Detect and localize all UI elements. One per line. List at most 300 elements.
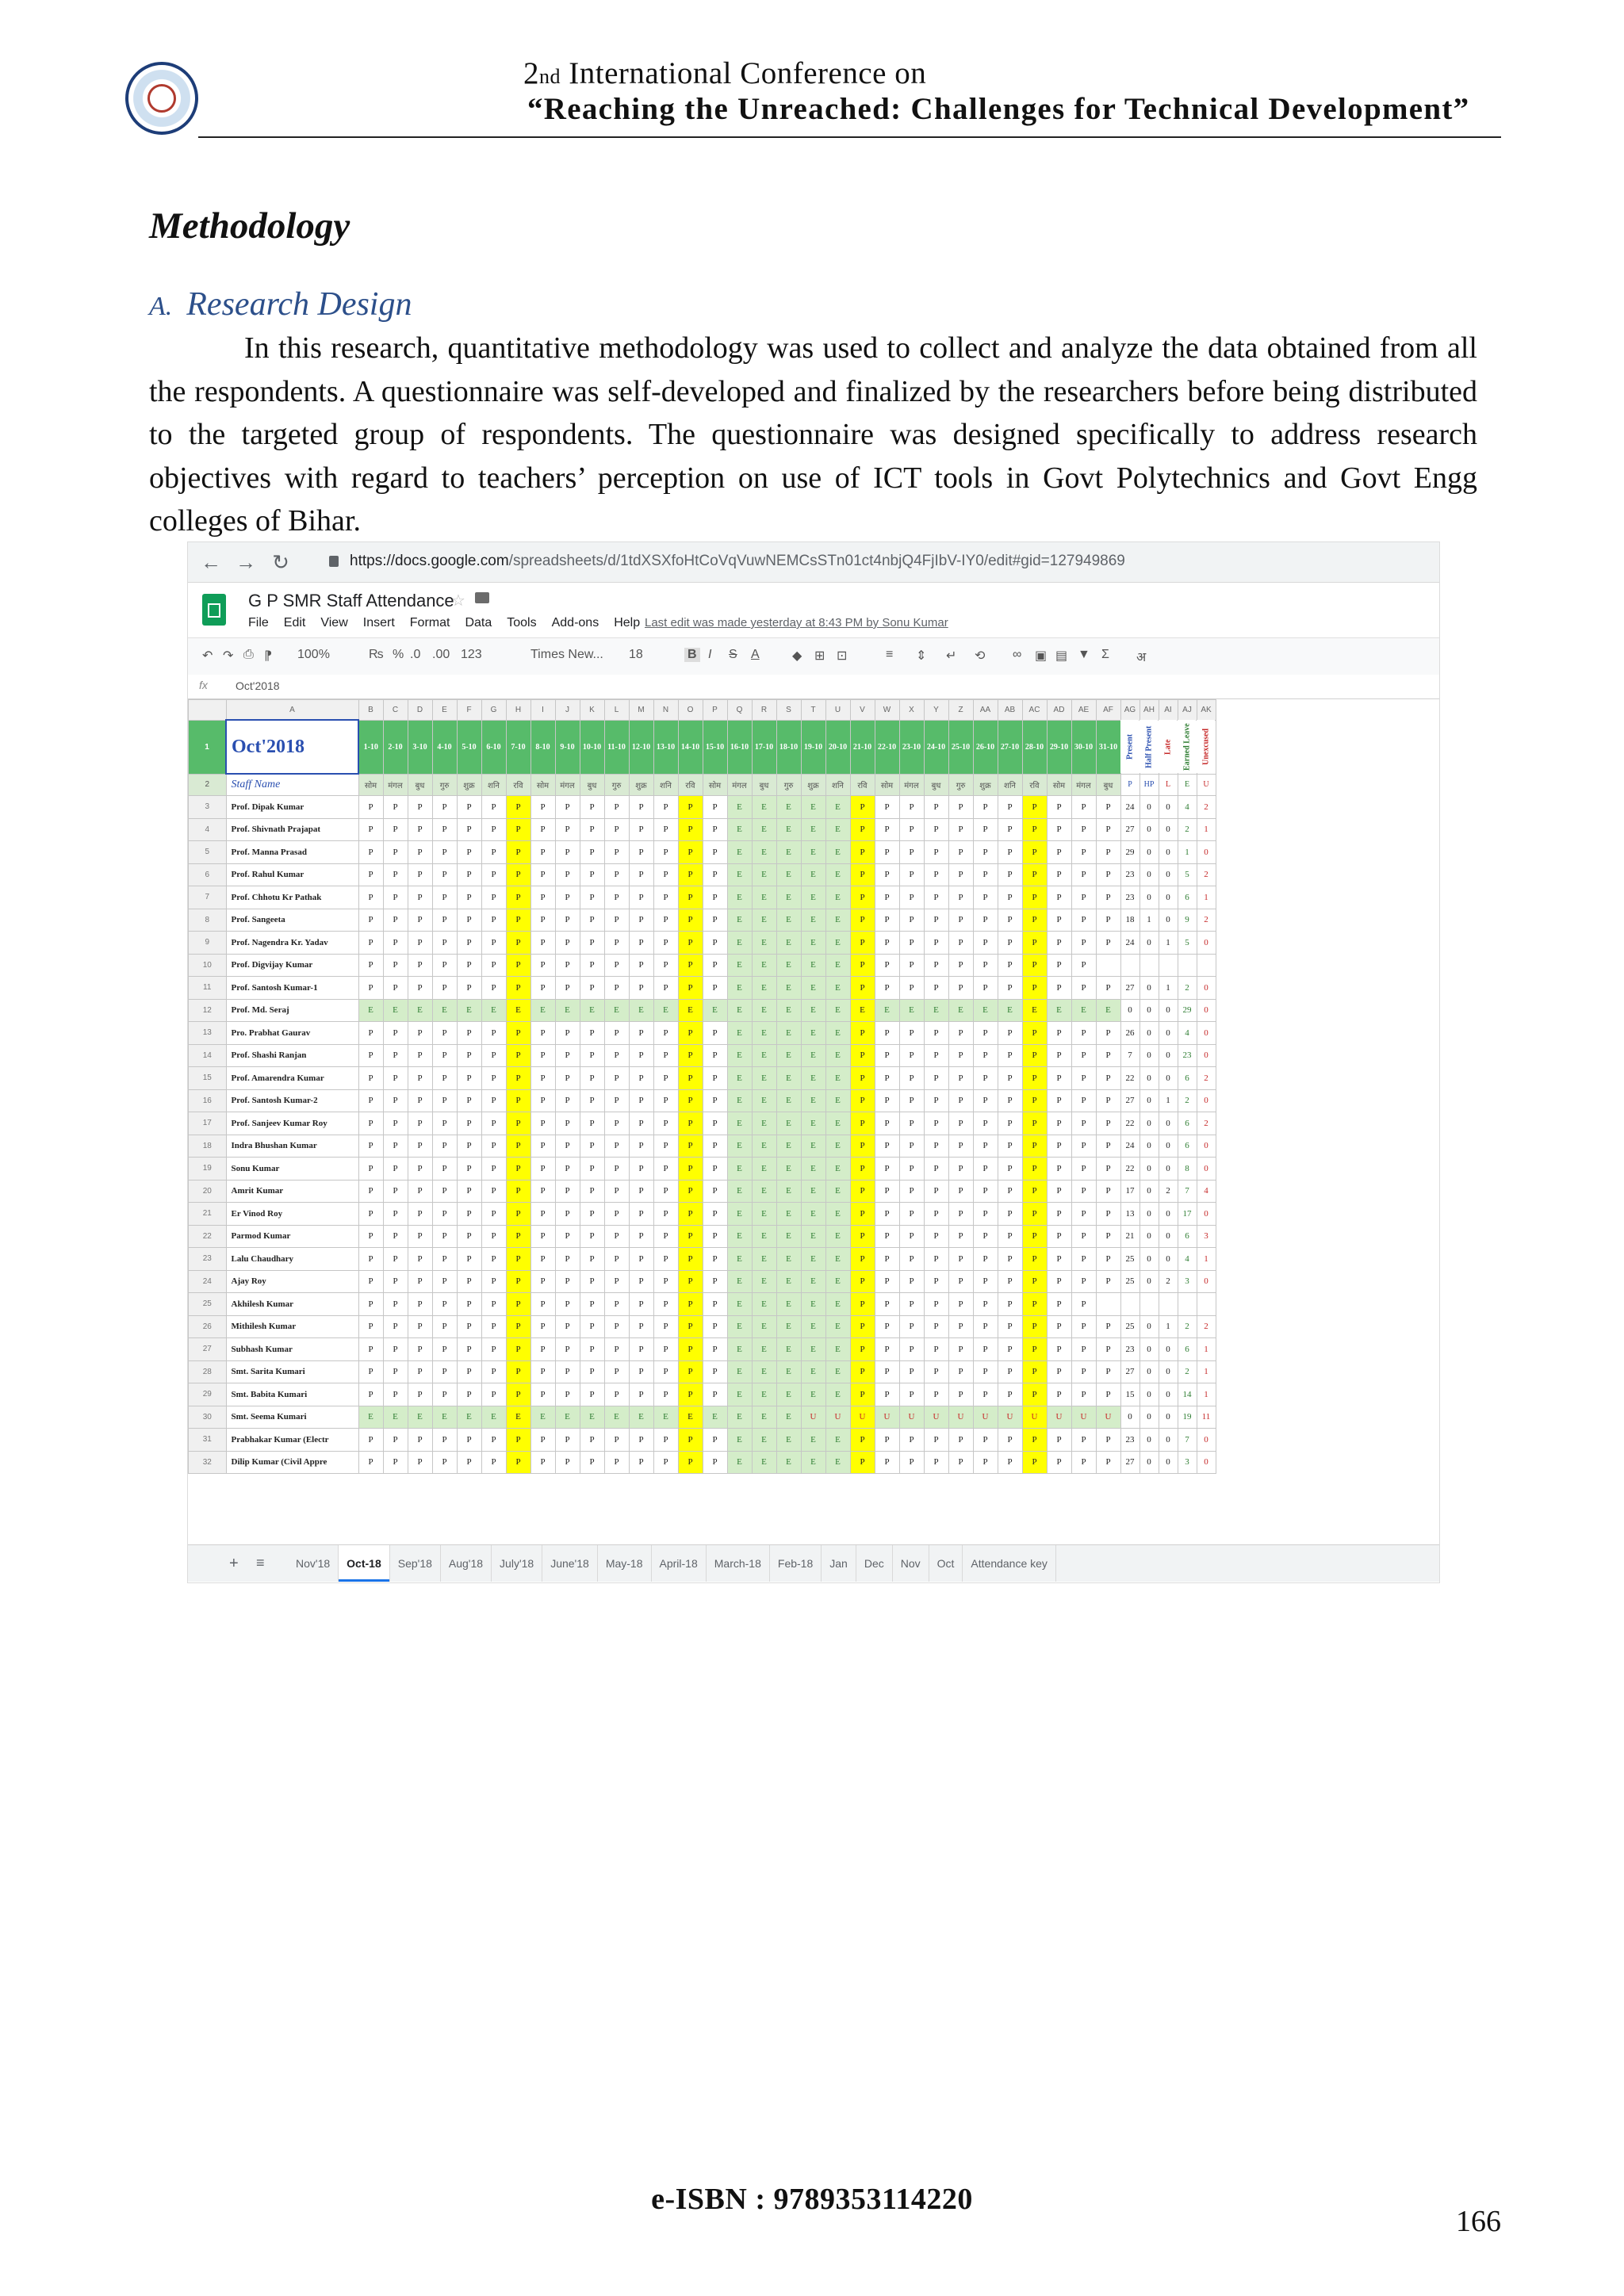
attendance-cell[interactable]: P <box>604 1338 629 1361</box>
summary-value[interactable]: 1 <box>1197 1383 1216 1406</box>
attendance-cell[interactable]: P <box>1047 1112 1071 1135</box>
summary-code[interactable]: L <box>1159 774 1178 796</box>
attendance-cell[interactable]: E <box>530 999 555 1022</box>
attendance-cell[interactable]: P <box>408 1022 432 1045</box>
attendance-cell[interactable]: P <box>899 841 924 864</box>
attendance-cell[interactable]: P <box>432 796 457 819</box>
attendance-cell[interactable]: U <box>899 1406 924 1429</box>
summary-value[interactable]: 2 <box>1159 1270 1178 1293</box>
attendance-cell[interactable]: E <box>825 1315 850 1338</box>
summary-value[interactable]: 3 <box>1178 1270 1197 1293</box>
font-select[interactable]: Times New... <box>530 648 603 661</box>
attendance-cell[interactable]: P <box>703 1270 727 1293</box>
attendance-cell[interactable]: P <box>875 954 899 977</box>
attendance-cell[interactable]: P <box>998 1270 1022 1293</box>
date-cell[interactable]: 29-10 <box>1047 720 1071 774</box>
staff-name[interactable]: Akhilesh Kumar <box>226 1293 358 1316</box>
summary-label[interactable]: Half Present <box>1139 720 1159 774</box>
currency-icon[interactable]: ₨ <box>369 648 384 661</box>
attendance-cell[interactable]: P <box>580 1089 604 1112</box>
attendance-cell[interactable]: P <box>899 1135 924 1158</box>
attendance-cell[interactable]: P <box>1096 1180 1120 1203</box>
redo-icon[interactable]: ↷ <box>223 649 234 663</box>
attendance-cell[interactable]: P <box>604 1383 629 1406</box>
attendance-cell[interactable]: P <box>457 954 481 977</box>
formula-input[interactable]: Oct'2018 <box>236 679 280 692</box>
attendance-cell[interactable]: E <box>727 1112 752 1135</box>
summary-value[interactable]: 2 <box>1197 909 1216 932</box>
attendance-cell[interactable]: P <box>481 1112 506 1135</box>
attendance-cell[interactable]: E <box>776 841 801 864</box>
attendance-cell[interactable]: E <box>358 999 383 1022</box>
attendance-cell[interactable]: P <box>1022 1225 1047 1248</box>
attendance-cell[interactable]: U <box>1071 1406 1096 1429</box>
attendance-cell[interactable]: U <box>948 1406 973 1429</box>
summary-value[interactable]: 23 <box>1120 886 1139 909</box>
attendance-cell[interactable]: P <box>506 1248 530 1271</box>
attendance-cell[interactable]: P <box>383 1135 408 1158</box>
attendance-cell[interactable]: P <box>924 1225 948 1248</box>
summary-value[interactable]: 0 <box>1139 932 1159 955</box>
attendance-cell[interactable]: P <box>850 1044 875 1067</box>
row-number[interactable]: 3 <box>189 796 227 819</box>
attendance-cell[interactable]: E <box>752 1360 776 1383</box>
summary-value[interactable]: 2 <box>1197 1112 1216 1135</box>
attendance-cell[interactable]: P <box>948 954 973 977</box>
attendance-cell[interactable]: E <box>825 1112 850 1135</box>
number-format-icon[interactable]: 123 <box>461 648 482 661</box>
summary-value[interactable]: 6 <box>1178 1135 1197 1158</box>
summary-value[interactable] <box>1197 954 1216 977</box>
paint-format-icon[interactable]: ⁋ <box>264 649 273 663</box>
weekday-cell[interactable]: रवि <box>1022 774 1047 796</box>
attendance-cell[interactable]: P <box>457 1451 481 1474</box>
attendance-cell[interactable]: P <box>1096 1022 1120 1045</box>
attendance-cell[interactable]: P <box>1022 796 1047 819</box>
attendance-cell[interactable]: P <box>973 1270 998 1293</box>
attendance-cell[interactable]: P <box>678 1383 703 1406</box>
attendance-cell[interactable]: P <box>481 1044 506 1067</box>
attendance-cell[interactable]: P <box>481 1203 506 1226</box>
row-number[interactable]: 7 <box>189 886 227 909</box>
column-letter[interactable]: H <box>506 700 530 721</box>
attendance-cell[interactable]: P <box>948 863 973 886</box>
attendance-cell[interactable]: P <box>924 977 948 1000</box>
weekday-cell[interactable]: बुध <box>408 774 432 796</box>
attendance-cell[interactable]: P <box>653 1293 678 1316</box>
summary-value[interactable]: 5 <box>1178 863 1197 886</box>
attendance-cell[interactable]: P <box>678 1180 703 1203</box>
attendance-cell[interactable]: P <box>703 796 727 819</box>
decimal-decrease-icon[interactable]: .0 <box>410 648 421 661</box>
attendance-cell[interactable]: P <box>924 796 948 819</box>
attendance-cell[interactable]: P <box>506 1429 530 1452</box>
attendance-cell[interactable]: E <box>408 1406 432 1429</box>
attendance-cell[interactable]: P <box>481 1248 506 1271</box>
sheet-tab[interactable]: June'18 <box>542 1545 598 1582</box>
attendance-cell[interactable]: P <box>383 1089 408 1112</box>
attendance-cell[interactable]: P <box>899 1451 924 1474</box>
attendance-cell[interactable]: P <box>1022 909 1047 932</box>
attendance-cell[interactable]: P <box>1096 863 1120 886</box>
column-letter[interactable]: T <box>801 700 825 721</box>
attendance-cell[interactable]: P <box>580 1315 604 1338</box>
attendance-cell[interactable]: E <box>727 1180 752 1203</box>
attendance-cell[interactable]: P <box>555 1293 580 1316</box>
attendance-cell[interactable]: P <box>506 1022 530 1045</box>
attendance-cell[interactable]: P <box>1071 1158 1096 1181</box>
attendance-cell[interactable]: P <box>604 1225 629 1248</box>
corner-cell[interactable] <box>189 700 227 721</box>
attendance-cell[interactable]: P <box>408 796 432 819</box>
column-letter[interactable]: AG <box>1120 700 1139 721</box>
attendance-cell[interactable]: P <box>899 1360 924 1383</box>
attendance-cell[interactable]: P <box>1022 1248 1047 1271</box>
url-text[interactable]: https://docs.google.com/spreadsheets/d/1tdXSXfoHtCoVqVuwNEMCsSTn01ct4nbjQ4FjIbV-IY0/edit#gid=127949869 <box>350 553 1125 569</box>
attendance-cell[interactable]: P <box>1047 932 1071 955</box>
row-number[interactable]: 2 <box>189 774 227 796</box>
attendance-cell[interactable]: P <box>653 1338 678 1361</box>
column-letter[interactable]: AD <box>1047 700 1071 721</box>
summary-code[interactable]: P <box>1120 774 1139 796</box>
attendance-cell[interactable]: E <box>776 818 801 841</box>
attendance-cell[interactable]: U <box>801 1406 825 1429</box>
column-letter[interactable]: AE <box>1071 700 1096 721</box>
attendance-cell[interactable]: P <box>899 977 924 1000</box>
attendance-cell[interactable]: P <box>432 863 457 886</box>
rotate-icon[interactable]: ⟲ <box>975 649 986 663</box>
summary-value[interactable]: 26 <box>1120 1022 1139 1045</box>
sheet-tab[interactable]: Jan <box>822 1545 856 1582</box>
attendance-cell[interactable]: P <box>1047 1429 1071 1452</box>
row-number[interactable]: 24 <box>189 1270 227 1293</box>
attendance-cell[interactable]: E <box>432 1406 457 1429</box>
attendance-cell[interactable]: P <box>358 818 383 841</box>
attendance-cell[interactable]: P <box>604 863 629 886</box>
summary-value[interactable]: 0 <box>1159 1406 1178 1429</box>
attendance-cell[interactable]: P <box>1071 1135 1096 1158</box>
attendance-cell[interactable]: P <box>899 796 924 819</box>
attendance-cell[interactable]: P <box>604 841 629 864</box>
summary-value[interactable]: 0 <box>1139 1067 1159 1090</box>
attendance-cell[interactable]: P <box>948 1270 973 1293</box>
attendance-cell[interactable]: P <box>1022 1112 1047 1135</box>
attendance-cell[interactable]: P <box>408 841 432 864</box>
summary-value[interactable]: 0 <box>1139 1383 1159 1406</box>
attendance-cell[interactable]: P <box>580 932 604 955</box>
attendance-cell[interactable]: E <box>530 1406 555 1429</box>
menu-item[interactable]: Data <box>465 616 492 629</box>
attendance-cell[interactable]: P <box>383 818 408 841</box>
row-number[interactable]: 26 <box>189 1315 227 1338</box>
attendance-cell[interactable]: P <box>875 1360 899 1383</box>
summary-value[interactable]: 1 <box>1159 977 1178 1000</box>
attendance-cell[interactable]: P <box>604 1429 629 1452</box>
attendance-cell[interactable]: E <box>825 1383 850 1406</box>
row-number[interactable]: 27 <box>189 1338 227 1361</box>
attendance-cell[interactable]: P <box>580 1203 604 1226</box>
summary-value[interactable]: 0 <box>1159 1044 1178 1067</box>
staff-name[interactable]: Ajay Roy <box>226 1270 358 1293</box>
attendance-cell[interactable]: P <box>481 932 506 955</box>
attendance-cell[interactable]: P <box>408 1248 432 1271</box>
weekday-cell[interactable]: रवि <box>678 774 703 796</box>
attendance-cell[interactable]: P <box>1071 977 1096 1000</box>
attendance-cell[interactable]: E <box>801 863 825 886</box>
attendance-cell[interactable]: E <box>801 1067 825 1090</box>
staff-name[interactable]: Prabhakar Kumar (Electr <box>226 1429 358 1452</box>
attendance-cell[interactable]: P <box>703 1315 727 1338</box>
attendance-cell[interactable]: E <box>752 954 776 977</box>
attendance-cell[interactable]: P <box>998 954 1022 977</box>
attendance-cell[interactable]: P <box>408 818 432 841</box>
attendance-cell[interactable]: P <box>875 1112 899 1135</box>
attendance-cell[interactable]: P <box>358 1451 383 1474</box>
attendance-cell[interactable]: E <box>776 863 801 886</box>
attendance-cell[interactable]: P <box>555 1451 580 1474</box>
attendance-cell[interactable]: P <box>506 818 530 841</box>
weekday-cell[interactable]: गुरु <box>604 774 629 796</box>
attendance-cell[interactable]: E <box>776 1429 801 1452</box>
attendance-cell[interactable]: P <box>653 841 678 864</box>
attendance-cell[interactable]: P <box>530 1293 555 1316</box>
attendance-cell[interactable]: E <box>727 1451 752 1474</box>
weekday-cell[interactable]: मंगल <box>727 774 752 796</box>
summary-value[interactable]: 0 <box>1139 1338 1159 1361</box>
staff-name[interactable]: Smt. Babita Kumari <box>226 1383 358 1406</box>
attendance-cell[interactable]: P <box>973 796 998 819</box>
summary-value[interactable]: 0 <box>1159 1429 1178 1452</box>
attendance-cell[interactable]: P <box>604 1112 629 1135</box>
attendance-cell[interactable]: E <box>1096 999 1120 1022</box>
attendance-cell[interactable]: P <box>850 1451 875 1474</box>
attendance-cell[interactable]: E <box>727 1360 752 1383</box>
summary-value[interactable]: 0 <box>1159 1135 1178 1158</box>
attendance-cell[interactable]: E <box>752 841 776 864</box>
row-number[interactable]: 14 <box>189 1044 227 1067</box>
attendance-cell[interactable]: P <box>850 1067 875 1090</box>
attendance-cell[interactable]: P <box>998 1022 1022 1045</box>
attendance-cell[interactable]: P <box>998 1135 1022 1158</box>
attendance-cell[interactable]: E <box>752 909 776 932</box>
sheet-tab[interactable]: Nov <box>893 1545 929 1582</box>
attendance-cell[interactable]: P <box>973 1044 998 1067</box>
attendance-cell[interactable]: P <box>998 909 1022 932</box>
attendance-cell[interactable]: P <box>555 1225 580 1248</box>
summary-value[interactable]: 0 <box>1139 796 1159 819</box>
decimal-increase-icon[interactable]: .00 <box>432 648 450 661</box>
attendance-cell[interactable]: P <box>1071 1067 1096 1090</box>
row-number[interactable]: 15 <box>189 1067 227 1090</box>
attendance-cell[interactable]: P <box>703 932 727 955</box>
attendance-cell[interactable]: P <box>703 863 727 886</box>
attendance-cell[interactable]: E <box>752 1429 776 1452</box>
attendance-cell[interactable]: E <box>727 932 752 955</box>
attendance-cell[interactable]: E <box>801 1044 825 1067</box>
attendance-cell[interactable]: P <box>580 886 604 909</box>
row-number[interactable]: 17 <box>189 1112 227 1135</box>
attendance-cell[interactable]: E <box>752 1315 776 1338</box>
attendance-cell[interactable]: P <box>998 1315 1022 1338</box>
attendance-cell[interactable]: P <box>580 1044 604 1067</box>
attendance-cell[interactable]: P <box>948 1225 973 1248</box>
column-letter[interactable]: D <box>408 700 432 721</box>
summary-value[interactable]: 6 <box>1178 1225 1197 1248</box>
attendance-cell[interactable]: E <box>825 1338 850 1361</box>
summary-value[interactable]: 0 <box>1197 1429 1216 1452</box>
attendance-cell[interactable]: P <box>1022 1158 1047 1181</box>
attendance-cell[interactable]: P <box>948 1044 973 1067</box>
summary-value[interactable]: 23 <box>1120 1338 1139 1361</box>
attendance-cell[interactable]: P <box>1071 1315 1096 1338</box>
attendance-cell[interactable]: P <box>899 1315 924 1338</box>
attendance-cell[interactable]: P <box>1047 1248 1071 1271</box>
staff-name[interactable]: Parmod Kumar <box>226 1225 358 1248</box>
attendance-cell[interactable]: P <box>998 1112 1022 1135</box>
attendance-cell[interactable]: P <box>924 1022 948 1045</box>
attendance-cell[interactable]: E <box>825 841 850 864</box>
summary-value[interactable]: 8 <box>1178 1158 1197 1181</box>
column-letter[interactable]: B <box>358 700 383 721</box>
attendance-cell[interactable]: P <box>580 954 604 977</box>
staff-name[interactable]: Prof. Rahul Kumar <box>226 863 358 886</box>
summary-value[interactable]: 27 <box>1120 1360 1139 1383</box>
weekday-cell[interactable]: गुरु <box>432 774 457 796</box>
attendance-cell[interactable]: P <box>383 886 408 909</box>
weekday-cell[interactable]: बुध <box>752 774 776 796</box>
attendance-cell[interactable]: P <box>1096 1203 1120 1226</box>
attendance-cell[interactable]: E <box>727 841 752 864</box>
attendance-cell[interactable]: P <box>530 1315 555 1338</box>
summary-value[interactable] <box>1197 1293 1216 1316</box>
attendance-cell[interactable]: P <box>948 1203 973 1226</box>
attendance-cell[interactable]: P <box>432 1248 457 1271</box>
attendance-cell[interactable]: P <box>875 796 899 819</box>
attendance-cell[interactable]: E <box>752 796 776 819</box>
attendance-cell[interactable]: P <box>1096 1225 1120 1248</box>
attendance-cell[interactable]: P <box>457 841 481 864</box>
attendance-cell[interactable]: P <box>948 909 973 932</box>
summary-value[interactable]: 2 <box>1197 863 1216 886</box>
attendance-cell[interactable]: E <box>776 999 801 1022</box>
attendance-cell[interactable]: P <box>850 818 875 841</box>
attendance-cell[interactable]: P <box>1022 1135 1047 1158</box>
attendance-cell[interactable]: P <box>432 886 457 909</box>
menu-item[interactable]: File <box>248 616 269 629</box>
attendance-cell[interactable]: P <box>408 1315 432 1338</box>
attendance-cell[interactable]: P <box>604 886 629 909</box>
attendance-cell[interactable]: P <box>1071 1293 1096 1316</box>
attendance-cell[interactable]: P <box>1047 1158 1071 1181</box>
attendance-cell[interactable]: P <box>653 1225 678 1248</box>
attendance-cell[interactable]: E <box>727 1270 752 1293</box>
zoom-select[interactable]: 100% <box>297 648 330 661</box>
staff-name[interactable]: Pro. Prabhat Gaurav <box>226 1022 358 1045</box>
attendance-cell[interactable]: P <box>629 841 653 864</box>
attendance-cell[interactable]: P <box>973 1360 998 1383</box>
row-number[interactable]: 5 <box>189 841 227 864</box>
attendance-cell[interactable]: P <box>432 1315 457 1338</box>
attendance-cell[interactable]: P <box>850 954 875 977</box>
summary-value[interactable]: 0 <box>1139 999 1159 1022</box>
attendance-cell[interactable]: P <box>1047 1315 1071 1338</box>
attendance-cell[interactable]: P <box>924 1044 948 1067</box>
attendance-cell[interactable]: P <box>604 977 629 1000</box>
attendance-cell[interactable]: P <box>506 886 530 909</box>
attendance-cell[interactable]: P <box>850 796 875 819</box>
attendance-cell[interactable]: P <box>432 1158 457 1181</box>
attendance-cell[interactable]: P <box>408 1089 432 1112</box>
row-number[interactable]: 10 <box>189 954 227 977</box>
attendance-cell[interactable]: E <box>752 1180 776 1203</box>
attendance-cell[interactable]: P <box>481 796 506 819</box>
attendance-cell[interactable]: P <box>850 1315 875 1338</box>
attendance-cell[interactable]: E <box>776 1338 801 1361</box>
attendance-cell[interactable]: P <box>998 977 1022 1000</box>
attendance-cell[interactable]: P <box>1022 954 1047 977</box>
attendance-cell[interactable]: P <box>481 863 506 886</box>
attendance-cell[interactable]: E <box>604 1406 629 1429</box>
attendance-cell[interactable]: P <box>555 932 580 955</box>
attendance-cell[interactable]: P <box>629 1293 653 1316</box>
attendance-cell[interactable]: E <box>776 1158 801 1181</box>
date-cell[interactable]: 15-10 <box>703 720 727 774</box>
attendance-cell[interactable]: P <box>1096 1383 1120 1406</box>
attendance-cell[interactable]: P <box>408 932 432 955</box>
attendance-cell[interactable]: P <box>924 1429 948 1452</box>
attendance-cell[interactable]: P <box>1047 841 1071 864</box>
attendance-cell[interactable]: E <box>801 1203 825 1226</box>
attendance-cell[interactable]: P <box>899 909 924 932</box>
attendance-cell[interactable]: P <box>924 1248 948 1271</box>
attendance-cell[interactable]: P <box>383 1225 408 1248</box>
attendance-cell[interactable]: P <box>383 977 408 1000</box>
attendance-cell[interactable]: P <box>629 977 653 1000</box>
attendance-cell[interactable]: P <box>481 1135 506 1158</box>
attendance-cell[interactable]: P <box>457 1383 481 1406</box>
attendance-cell[interactable]: P <box>850 909 875 932</box>
attendance-cell[interactable]: P <box>457 977 481 1000</box>
attendance-cell[interactable]: P <box>1047 863 1071 886</box>
attendance-cell[interactable]: P <box>506 954 530 977</box>
sheet-tab[interactable]: July'18 <box>492 1545 542 1582</box>
attendance-cell[interactable]: E <box>875 999 899 1022</box>
attendance-cell[interactable]: P <box>432 1112 457 1135</box>
attendance-cell[interactable]: U <box>973 1406 998 1429</box>
row-number[interactable]: 12 <box>189 999 227 1022</box>
attendance-cell[interactable]: P <box>998 886 1022 909</box>
attendance-cell[interactable]: P <box>555 796 580 819</box>
attendance-cell[interactable]: P <box>924 1451 948 1474</box>
summary-value[interactable]: 21 <box>1120 1225 1139 1248</box>
attendance-cell[interactable]: P <box>408 1044 432 1067</box>
attendance-cell[interactable]: P <box>1096 1338 1120 1361</box>
summary-value[interactable] <box>1178 1293 1197 1316</box>
column-letter[interactable]: L <box>604 700 629 721</box>
summary-value[interactable]: 0 <box>1197 932 1216 955</box>
summary-value[interactable]: 0 <box>1197 1135 1216 1158</box>
attendance-cell[interactable]: P <box>530 1158 555 1181</box>
attendance-cell[interactable]: P <box>875 1225 899 1248</box>
attendance-cell[interactable]: E <box>801 818 825 841</box>
attendance-cell[interactable]: P <box>948 1383 973 1406</box>
attendance-cell[interactable]: P <box>653 1360 678 1383</box>
attendance-cell[interactable]: P <box>653 977 678 1000</box>
summary-code[interactable]: E <box>1178 774 1197 796</box>
attendance-cell[interactable]: P <box>1022 932 1047 955</box>
attendance-cell[interactable]: P <box>653 1044 678 1067</box>
attendance-cell[interactable]: P <box>432 1270 457 1293</box>
